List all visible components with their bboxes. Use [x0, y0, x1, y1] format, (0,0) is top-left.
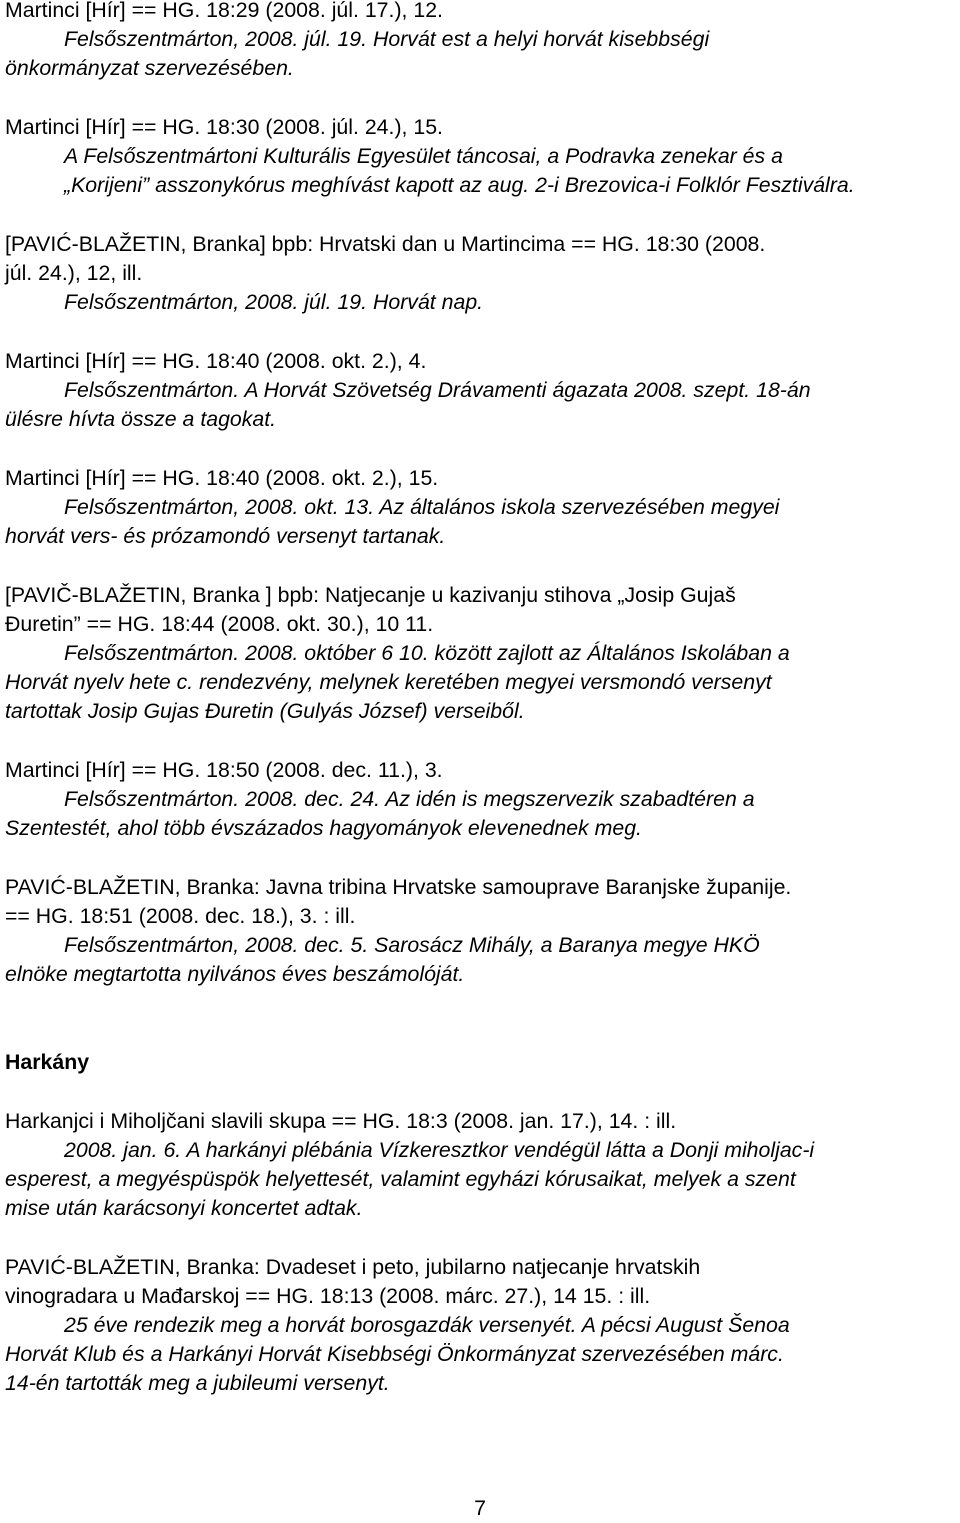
- entry-annotation: Felsőszentmárton. 2008. dec. 24. Az idén is megszervezik szabadtéren a: [64, 787, 755, 811]
- entry-annotation: mise után karácsonyi koncertet adtak.: [5, 1196, 363, 1220]
- entry-citation: júl. 24.), 12, ill.: [5, 261, 143, 285]
- entry-annotation: önkormányzat szervezésében.: [5, 56, 294, 80]
- entry-annotation: horvát vers- és prózamondó versenyt tartanak.: [5, 524, 446, 548]
- entry-annotation: elnöke megtartotta nyilvános éves beszámolóját.: [5, 962, 465, 986]
- entry-annotation: 25 éve rendezik meg a horvát borosgazdák versenyét. A pécsi August Šenoa: [64, 1313, 790, 1337]
- entry-citation: vinogradara u Mađarskoj == HG. 18:13 (2008. márc. 27.), 14 15. : ill.: [5, 1284, 651, 1308]
- entry-citation: Martinci [Hír] == HG. 18:30 (2008. júl. 24.), 15.: [5, 115, 443, 139]
- entry-annotation: ülésre hívta össze a tagokat.: [5, 407, 277, 431]
- entry-annotation: Felsőszentmárton, 2008. okt. 13. Az általános iskola szervezésében megyei: [64, 495, 780, 519]
- entry-annotation: Szentestét, ahol több évszázados hagyományok elevenednek meg.: [5, 816, 642, 840]
- page-number: 7: [474, 1496, 486, 1520]
- entry-citation: Martinci [Hír] == HG. 18:29 (2008. júl. 17.), 12.: [5, 0, 443, 22]
- entry-citation: Đuretin” == HG. 18:44 (2008. okt. 30.), 10 11.: [5, 612, 434, 636]
- entry-annotation: 2008. jan. 6. A harkányi plébánia Vízkeresztkor vendégül látta a Donji miholjac-i: [64, 1138, 815, 1162]
- entry-annotation: Felsőszentmárton. A Horvát Szövetség Drávamenti ágazata 2008. szept. 18-án: [64, 378, 811, 402]
- entry-annotation: A Felsőszentmártoni Kulturális Egyesület táncosai, a Podravka zenekar és a: [64, 144, 783, 168]
- entry-citation: == HG. 18:51 (2008. dec. 18.), 3. : ill.: [5, 904, 356, 928]
- entry-citation: PAVIĆ-BLAŽETIN, Branka: Javna tribina Hrvatske samouprave Baranjske županije.: [5, 875, 792, 899]
- entry-citation: [PAVIČ-BLAŽETIN, Branka ] bpb: Natjecanje u kazivanju stihova „Josip Gujaš: [5, 583, 736, 607]
- entry-annotation: Horvát nyelv hete c. rendezvény, melynek keretében megyei versmondó versenyt: [5, 670, 772, 694]
- entry-annotation: „Korijeni” asszonykórus meghívást kapott az aug. 2-i Brezovica-i Folklór Fesztiválra.: [64, 173, 855, 197]
- entry-citation: Harkanjci i Miholjčani slavili skupa == HG. 18:3 (2008. jan. 17.), 14. : ill.: [5, 1109, 677, 1133]
- entry-citation: Martinci [Hír] == HG. 18:40 (2008. okt. 2.), 4.: [5, 349, 427, 373]
- entry-citation: Martinci [Hír] == HG. 18:40 (2008. okt. 2.), 15.: [5, 466, 439, 490]
- entry-annotation: tartottak Josip Gujas Đuretin (Gulyás József) verseiből.: [5, 699, 525, 723]
- entry-annotation: esperest, a megyéspüspök helyettesét, valamint egyházi kórusaikat, melyek a szent: [5, 1167, 796, 1191]
- entry-annotation: Horvát Klub és a Harkányi Horvát Kisebbségi Önkormányzat szervezésében márc.: [5, 1342, 784, 1366]
- entry-citation: [PAVIĆ-BLAŽETIN, Branka] bpb: Hrvatski dan u Martincima == HG. 18:30 (2008.: [5, 232, 766, 256]
- entry-annotation: 14-én tartották meg a jubileumi versenyt.: [5, 1371, 390, 1395]
- entry-citation: Martinci [Hír] == HG. 18:50 (2008. dec. 11.), 3.: [5, 758, 443, 782]
- entry-annotation: Felsőszentmárton, 2008. júl. 19. Horvát est a helyi horvát kisebbségi: [64, 27, 710, 51]
- entry-annotation: Felsőszentmárton. 2008. október 6 10. között zajlott az Általános Iskolában a: [64, 641, 790, 665]
- section-heading: Harkány: [5, 1050, 90, 1074]
- entry-annotation: Felsőszentmárton, 2008. júl. 19. Horvát nap.: [64, 290, 484, 314]
- entry-annotation: Felsőszentmárton, 2008. dec. 5. Sarosácz Mihály, a Baranya megye HKÖ: [64, 933, 760, 957]
- entry-citation: PAVIĆ-BLAŽETIN, Branka: Dvadeset i peto, jubilarno natjecanje hrvatskih: [5, 1255, 701, 1279]
